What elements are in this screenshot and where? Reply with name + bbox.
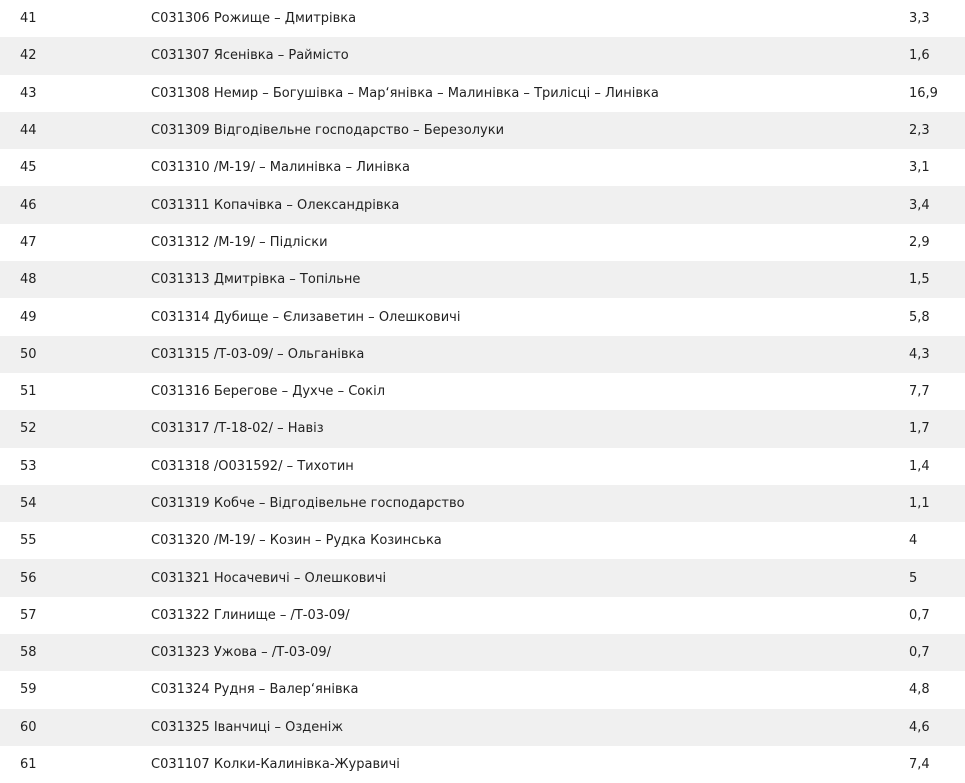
road-name: С031322 Глинище – /Т-03-09/ — [151, 607, 350, 623]
road-name: С031308 Немир – Богушівка – Мар‘янівка – Малинівка – Трилісці – Линівка — [151, 85, 659, 101]
row-number: 44 — [20, 123, 37, 139]
road-length: 4,3 — [909, 346, 930, 362]
row-number: 53 — [20, 458, 37, 474]
road-length: 5 — [909, 570, 918, 586]
road-name: С031107 Колки-Калинівка-Журавичі — [151, 757, 400, 773]
road-name: С031307 Ясенівка – Раймісто — [151, 48, 349, 64]
row-number: 56 — [20, 570, 37, 586]
road-length: 2,9 — [909, 234, 930, 250]
road-length: 0,7 — [909, 607, 930, 623]
table-row — [0, 224, 965, 261]
table-row — [0, 298, 965, 335]
row-number: 55 — [20, 533, 37, 549]
row-number: 43 — [20, 85, 37, 101]
table-row — [0, 485, 965, 522]
row-number: 45 — [20, 160, 37, 176]
table-row — [0, 336, 965, 373]
row-number: 41 — [20, 11, 37, 27]
row-number: 48 — [20, 272, 37, 288]
road-length: 1,7 — [909, 421, 930, 437]
road-length: 5,8 — [909, 309, 930, 325]
row-number: 60 — [20, 719, 37, 735]
table-row — [0, 373, 965, 410]
row-number: 59 — [20, 682, 37, 698]
road-length: 4,6 — [909, 719, 930, 735]
road-name: С031325 Іванчиці – Озденіж — [151, 719, 344, 735]
road-name: С031316 Берегове – Духче – Сокіл — [151, 384, 385, 400]
road-name: С031324 Рудня – Валер‘янівка — [151, 682, 359, 698]
road-name: С031313 Дмитрівка – Топільне — [151, 272, 361, 288]
row-number: 57 — [20, 607, 37, 623]
row-number: 58 — [20, 645, 37, 661]
road-name: С031310 /М-19/ – Малинівка – Линівка — [151, 160, 410, 176]
row-number: 46 — [20, 197, 37, 213]
row-number: 49 — [20, 309, 37, 325]
road-name: С031309 Відгодівельне господарство – Березолуки — [151, 123, 505, 139]
table-row — [0, 261, 965, 298]
road-name: С031320 /М-19/ – Козин – Рудка Козинська — [151, 533, 442, 549]
row-number: 61 — [20, 757, 37, 773]
table-row — [0, 634, 965, 671]
table-row — [0, 559, 965, 596]
road-length: 0,7 — [909, 645, 930, 661]
table-row — [0, 410, 965, 447]
road-length: 1,5 — [909, 272, 930, 288]
table-row — [0, 448, 965, 485]
road-name: С031314 Дубище – Єлизаветин – Олешковичі — [151, 309, 461, 325]
table-row — [0, 149, 965, 186]
row-number: 47 — [20, 234, 37, 250]
table-row — [0, 75, 965, 112]
road-length: 1,4 — [909, 458, 930, 474]
road-name: С031311 Копачівка – Олександрівка — [151, 197, 400, 213]
road-name: С031321 Носачевичі – Олешковичі — [151, 570, 387, 586]
road-length: 2,3 — [909, 123, 930, 139]
table-row — [0, 597, 965, 634]
table-row — [0, 112, 965, 149]
road-length: 3,1 — [909, 160, 930, 176]
table-row — [0, 709, 965, 746]
road-length: 1,1 — [909, 496, 930, 511]
table-row — [0, 671, 965, 708]
row-number: 54 — [20, 496, 37, 511]
table-row — [0, 186, 965, 223]
road-length: 16,9 — [909, 85, 938, 101]
road-name: С031323 Ужова – /Т-03-09/ — [151, 645, 331, 661]
road-name: С031306 Рожище – Дмитрівка — [151, 11, 357, 27]
row-number: 51 — [20, 384, 37, 400]
row-number: 42 — [20, 48, 37, 64]
table-row — [0, 37, 965, 74]
road-length: 4 — [909, 533, 918, 549]
table-row — [0, 0, 965, 37]
road-length: 7,4 — [909, 757, 930, 773]
road-length: 7,7 — [909, 384, 930, 400]
road-length: 1,6 — [909, 48, 930, 64]
road-length: 3,4 — [909, 197, 930, 213]
row-number: 52 — [20, 421, 37, 437]
road-name: С031315 /Т-03-09/ – Ольганівка — [151, 346, 365, 362]
road-length: 4,8 — [909, 682, 930, 698]
road-name: С031317 /Т-18-02/ – Навіз — [151, 421, 324, 437]
road-name: С031312 /М-19/ – Підліски — [151, 234, 328, 250]
row-number: 50 — [20, 346, 37, 362]
road-length: 3,3 — [909, 11, 930, 27]
road-name: С031319 Кобче – Відгодівельне господарство — [151, 496, 465, 511]
table-row — [0, 746, 965, 783]
table-row — [0, 522, 965, 559]
road-name: С031318 /О031592/ – Тихотин — [151, 458, 354, 474]
